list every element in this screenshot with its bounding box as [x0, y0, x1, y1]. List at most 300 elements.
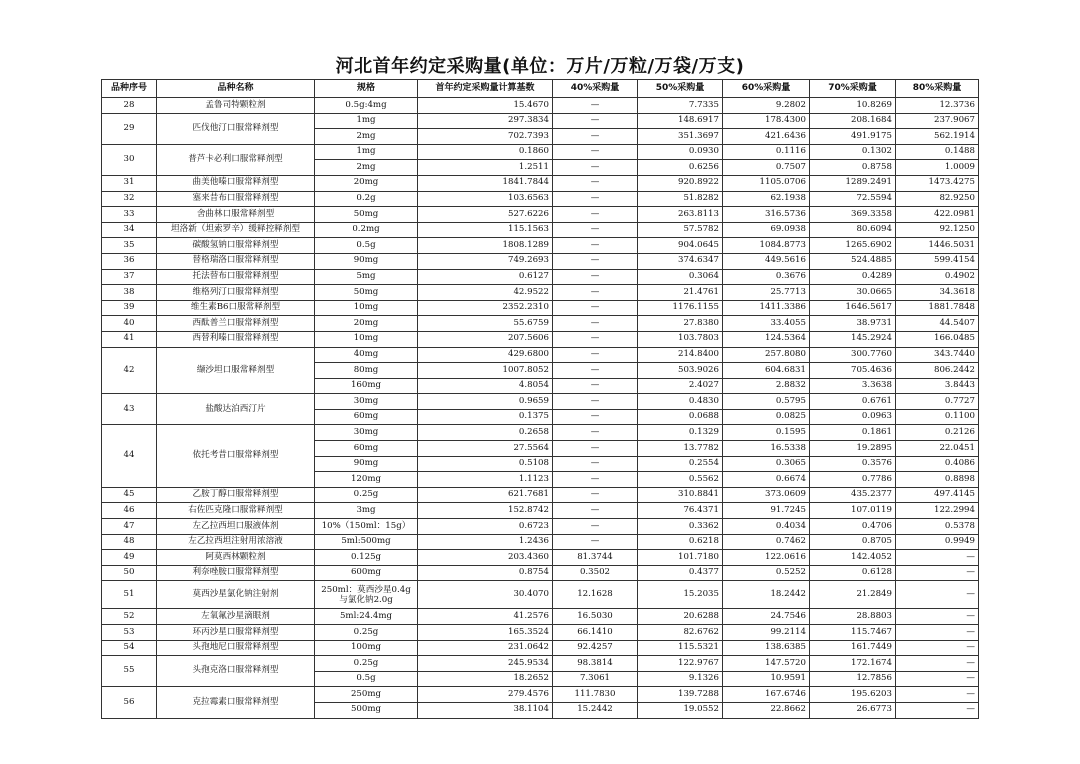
cell-name: 头孢地尼口服常释剂型	[157, 640, 315, 656]
cell-p50: 122.9767	[638, 656, 723, 672]
cell-p50: 13.7782	[638, 441, 723, 457]
table-row	[102, 687, 979, 703]
cell-name: 左乙拉西坦口服液体剂	[157, 519, 315, 535]
cell-p60: 0.1116	[723, 144, 810, 160]
cell-p70: 80.6094	[810, 222, 896, 238]
cell-spec: 30mg	[315, 394, 418, 410]
cell-p70: 0.1861	[810, 425, 896, 441]
cell-p60: 9.2802	[723, 98, 810, 114]
cell-p60: 0.5252	[723, 565, 810, 581]
cell-p70: 172.1674	[810, 656, 896, 672]
table-row	[102, 550, 979, 566]
cell-name: 坦洛新（坦索罗辛）缓释控释剂型	[157, 222, 315, 238]
cell-p80: —	[896, 550, 979, 566]
cell-p80: 82.9250	[896, 191, 979, 207]
cell-p50: 101.7180	[638, 550, 723, 566]
col-header-80: 80%采购量	[896, 80, 979, 98]
cell-p40: 66.1410	[553, 625, 638, 641]
cell-spec: 100mg	[315, 640, 418, 656]
cell-base: 0.6723	[418, 519, 553, 535]
cell-p60: 138.6385	[723, 640, 810, 656]
cell-p50: 0.4377	[638, 565, 723, 581]
cell-base: 115.1563	[418, 222, 553, 238]
cell-name: 利奈唑胺口服常释剂型	[157, 565, 315, 581]
cell-base: 15.4670	[418, 98, 553, 114]
cell-no: 45	[102, 487, 157, 503]
cell-no: 29	[102, 113, 157, 144]
cell-p50: 27.8380	[638, 316, 723, 332]
table-row	[102, 98, 979, 114]
cell-p70: 300.7760	[810, 347, 896, 363]
cell-p40: —	[553, 269, 638, 285]
cell-no: 37	[102, 269, 157, 285]
cell-base: 245.9534	[418, 656, 553, 672]
cell-p50: 351.3697	[638, 129, 723, 145]
cell-no: 38	[102, 285, 157, 301]
cell-p60: 257.8080	[723, 347, 810, 363]
cell-p50: 19.0552	[638, 702, 723, 718]
cell-p80: 22.0451	[896, 441, 979, 457]
table-row	[102, 300, 979, 316]
cell-p80: —	[896, 640, 979, 656]
cell-spec: 5ml:24.4mg	[315, 609, 418, 625]
cell-p50: 15.2035	[638, 581, 723, 609]
cell-no: 34	[102, 222, 157, 238]
cell-p60: 0.6674	[723, 472, 810, 488]
table-row	[102, 640, 979, 656]
cell-spec: 0.2g	[315, 191, 418, 207]
cell-p40: —	[553, 238, 638, 254]
table-row	[102, 394, 979, 410]
col-header-spec: 规格	[315, 80, 418, 98]
cell-base: 207.5606	[418, 331, 553, 347]
cell-p70: 142.4052	[810, 550, 896, 566]
table-row	[102, 656, 979, 672]
cell-p70: 0.8758	[810, 160, 896, 176]
cell-p80: —	[896, 656, 979, 672]
procurement-table	[101, 79, 979, 719]
cell-base: 1.2436	[418, 534, 553, 550]
cell-p40: —	[553, 285, 638, 301]
cell-p70: 26.6773	[810, 702, 896, 718]
cell-base: 2352.2310	[418, 300, 553, 316]
cell-p60: 0.5795	[723, 394, 810, 410]
cell-p70: 435.2377	[810, 487, 896, 503]
page-title: 河北首年约定采购量(单位：万片/万粒/万袋/万支)	[335, 56, 745, 77]
cell-base: 0.1375	[418, 409, 553, 425]
cell-p70: 0.8705	[810, 534, 896, 550]
cell-p50: 57.5782	[638, 222, 723, 238]
table-row	[102, 425, 979, 441]
cell-base: 0.5108	[418, 456, 553, 472]
cell-p70: 491.9175	[810, 129, 896, 145]
cell-p40: 98.3814	[553, 656, 638, 672]
cell-p80: 1446.5031	[896, 238, 979, 254]
table-row	[102, 144, 979, 160]
cell-spec: 80mg	[315, 363, 418, 379]
cell-p60: 0.7507	[723, 160, 810, 176]
cell-no: 54	[102, 640, 157, 656]
cell-p50: 51.8282	[638, 191, 723, 207]
cell-p60: 0.4034	[723, 519, 810, 535]
cell-p80: —	[896, 625, 979, 641]
cell-p60: 69.0938	[723, 222, 810, 238]
cell-name: 缬沙坦口服常释剂型	[157, 347, 315, 394]
cell-base: 55.6759	[418, 316, 553, 332]
cell-p50: 82.6762	[638, 625, 723, 641]
cell-p60: 25.7713	[723, 285, 810, 301]
cell-spec: 3mg	[315, 503, 418, 519]
cell-spec: 90mg	[315, 456, 418, 472]
cell-p40: —	[553, 347, 638, 363]
cell-spec: 10%（150ml：15g）	[315, 519, 418, 535]
cell-p60: 167.6746	[723, 687, 810, 703]
cell-base: 203.4360	[418, 550, 553, 566]
cell-p80: 0.9949	[896, 534, 979, 550]
cell-base: 1.1123	[418, 472, 553, 488]
cell-p50: 0.1329	[638, 425, 723, 441]
cell-p50: 374.6347	[638, 253, 723, 269]
cell-p70: 0.6761	[810, 394, 896, 410]
cell-p80: 562.1914	[896, 129, 979, 145]
cell-p80: 0.4086	[896, 456, 979, 472]
cell-p80: 12.3736	[896, 98, 979, 114]
cell-spec: 90mg	[315, 253, 418, 269]
cell-p70: 0.0963	[810, 409, 896, 425]
cell-p40: —	[553, 534, 638, 550]
cell-p40: 16.5030	[553, 609, 638, 625]
cell-p60: 449.5616	[723, 253, 810, 269]
cell-p60: 18.2442	[723, 581, 810, 609]
cell-base: 231.0642	[418, 640, 553, 656]
cell-p80: 0.4902	[896, 269, 979, 285]
cell-spec: 2mg	[315, 160, 418, 176]
cell-base: 0.9659	[418, 394, 553, 410]
cell-p70: 19.2895	[810, 441, 896, 457]
cell-name: 乙胺丁醇口服常释剂型	[157, 487, 315, 503]
cell-name: 依托考昔口服常释剂型	[157, 425, 315, 487]
cell-name: 阿莫西林颗粒剂	[157, 550, 315, 566]
cell-p50: 9.1326	[638, 671, 723, 687]
cell-base: 4.8054	[418, 378, 553, 394]
cell-base: 0.6127	[418, 269, 553, 285]
cell-no: 41	[102, 331, 157, 347]
cell-name: 曲美他嗪口服常释剂型	[157, 175, 315, 191]
cell-p70: 72.5594	[810, 191, 896, 207]
cell-name: 西酞普兰口服常释剂型	[157, 316, 315, 332]
cell-p50: 0.5562	[638, 472, 723, 488]
cell-p50: 103.7803	[638, 331, 723, 347]
cell-p60: 373.0609	[723, 487, 810, 503]
cell-p80: 422.0981	[896, 207, 979, 223]
cell-name: 盐酸达泊西汀片	[157, 394, 315, 425]
cell-p80: 0.1100	[896, 409, 979, 425]
cell-base: 279.4576	[418, 687, 553, 703]
cell-p50: 0.6256	[638, 160, 723, 176]
cell-no: 39	[102, 300, 157, 316]
cell-p40: —	[553, 519, 638, 535]
cell-base: 42.9522	[418, 285, 553, 301]
cell-base: 38.1104	[418, 702, 553, 718]
header-row	[102, 80, 979, 98]
cell-base: 103.6563	[418, 191, 553, 207]
cell-base: 0.2658	[418, 425, 553, 441]
cell-p40: —	[553, 409, 638, 425]
cell-p40: —	[553, 129, 638, 145]
cell-p50: 0.4830	[638, 394, 723, 410]
cell-name: 碳酸氢钠口服常释剂型	[157, 238, 315, 254]
cell-p80: 1881.7848	[896, 300, 979, 316]
cell-name: 维生素B6口服常释剂型	[157, 300, 315, 316]
cell-base: 41.2576	[418, 609, 553, 625]
cell-no: 56	[102, 687, 157, 718]
table-row	[102, 285, 979, 301]
cell-spec: 0.25g	[315, 625, 418, 641]
cell-no: 40	[102, 316, 157, 332]
cell-p50: 7.7335	[638, 98, 723, 114]
cell-p70: 1646.5617	[810, 300, 896, 316]
cell-p70: 3.3638	[810, 378, 896, 394]
table-row	[102, 503, 979, 519]
cell-p50: 148.6917	[638, 113, 723, 129]
cell-spec: 0.25g	[315, 487, 418, 503]
cell-spec: 50mg	[315, 285, 418, 301]
cell-p70: 10.8269	[810, 98, 896, 114]
cell-p50: 2.4027	[638, 378, 723, 394]
cell-p80: 3.8443	[896, 378, 979, 394]
table-row	[102, 347, 979, 363]
cell-p50: 21.4761	[638, 285, 723, 301]
cell-p50: 0.3362	[638, 519, 723, 535]
cell-p70: 0.1302	[810, 144, 896, 160]
cell-p60: 124.5364	[723, 331, 810, 347]
cell-p60: 147.5720	[723, 656, 810, 672]
cell-p70: 1289.2491	[810, 175, 896, 191]
cell-spec: 5ml:500mg	[315, 534, 418, 550]
cell-base: 429.6800	[418, 347, 553, 363]
cell-name: 克拉霉素口服常释剂型	[157, 687, 315, 718]
cell-p60: 0.0825	[723, 409, 810, 425]
cell-p50: 20.6288	[638, 609, 723, 625]
cell-base: 702.7393	[418, 129, 553, 145]
cell-p40: —	[553, 191, 638, 207]
cell-p40: 111.7830	[553, 687, 638, 703]
cell-no: 53	[102, 625, 157, 641]
cell-name: 托法替布口服常释剂型	[157, 269, 315, 285]
cell-p80: —	[896, 702, 979, 718]
cell-p60: 316.5736	[723, 207, 810, 223]
cell-p70: 161.7449	[810, 640, 896, 656]
cell-no: 49	[102, 550, 157, 566]
table-row	[102, 581, 979, 609]
cell-base: 749.2693	[418, 253, 553, 269]
cell-p60: 122.0616	[723, 550, 810, 566]
table-row	[102, 331, 979, 347]
cell-p60: 22.8662	[723, 702, 810, 718]
cell-spec: 10mg	[315, 300, 418, 316]
cell-no: 50	[102, 565, 157, 581]
cell-spec: 500mg	[315, 702, 418, 718]
cell-p60: 1411.3386	[723, 300, 810, 316]
cell-p80: 237.9067	[896, 113, 979, 129]
cell-name: 右佐匹克隆口服常释剂型	[157, 503, 315, 519]
cell-p70: 524.4885	[810, 253, 896, 269]
cell-p80: —	[896, 565, 979, 581]
cell-p40: 7.3061	[553, 671, 638, 687]
cell-spec: 5mg	[315, 269, 418, 285]
cell-name: 孟鲁司特颗粒剂	[157, 98, 315, 114]
cell-name: 左乙拉西坦注射用浓溶液	[157, 534, 315, 550]
cell-p70: 30.0665	[810, 285, 896, 301]
cell-p80: —	[896, 609, 979, 625]
cell-spec: 60mg	[315, 441, 418, 457]
col-header-base: 首年约定采购量计算基数	[418, 80, 553, 98]
cell-p70: 21.2849	[810, 581, 896, 609]
table-row	[102, 565, 979, 581]
cell-p60: 10.9591	[723, 671, 810, 687]
cell-spec: 600mg	[315, 565, 418, 581]
cell-p40: —	[553, 300, 638, 316]
cell-p80: 34.3618	[896, 285, 979, 301]
cell-name: 舍曲林口服常释剂型	[157, 207, 315, 223]
col-header-60: 60%采购量	[723, 80, 810, 98]
cell-p60: 1084.8773	[723, 238, 810, 254]
cell-p40: 15.2442	[553, 702, 638, 718]
cell-spec: 120mg	[315, 472, 418, 488]
cell-p60: 178.4300	[723, 113, 810, 129]
cell-p50: 503.9026	[638, 363, 723, 379]
cell-p80: 343.7440	[896, 347, 979, 363]
cell-p50: 0.3064	[638, 269, 723, 285]
cell-base: 30.4070	[418, 581, 553, 609]
cell-p40: —	[553, 222, 638, 238]
cell-name: 环丙沙星口服常释剂型	[157, 625, 315, 641]
cell-name: 西替利嗪口服常释剂型	[157, 331, 315, 347]
cell-name: 头孢克洛口服常释剂型	[157, 656, 315, 687]
table-row	[102, 487, 979, 503]
cell-p70: 1265.6902	[810, 238, 896, 254]
cell-p40: 92.4257	[553, 640, 638, 656]
cell-p80: 0.7727	[896, 394, 979, 410]
table-row	[102, 609, 979, 625]
cell-p80: —	[896, 687, 979, 703]
cell-p50: 263.8113	[638, 207, 723, 223]
cell-p70: 38.9731	[810, 316, 896, 332]
cell-base: 0.1860	[418, 144, 553, 160]
cell-spec: 1mg	[315, 144, 418, 160]
cell-p70: 0.6128	[810, 565, 896, 581]
cell-spec: 0.5g	[315, 238, 418, 254]
cell-spec: 20mg	[315, 175, 418, 191]
cell-base: 152.8742	[418, 503, 553, 519]
cell-p40: —	[553, 487, 638, 503]
table-row	[102, 113, 979, 129]
cell-p60: 62.1938	[723, 191, 810, 207]
col-header-no: 品种序号	[102, 80, 157, 98]
cell-p80: 0.8898	[896, 472, 979, 488]
cell-p70: 705.4636	[810, 363, 896, 379]
table-row	[102, 253, 979, 269]
cell-p50: 76.4371	[638, 503, 723, 519]
cell-p40: —	[553, 207, 638, 223]
cell-p40: —	[553, 456, 638, 472]
cell-base: 27.5564	[418, 441, 553, 457]
cell-p50: 139.7288	[638, 687, 723, 703]
cell-p80: 1.0009	[896, 160, 979, 176]
cell-p50: 115.5321	[638, 640, 723, 656]
cell-no: 36	[102, 253, 157, 269]
cell-p60: 99.2114	[723, 625, 810, 641]
cell-name: 普芦卡必利口服常释剂型	[157, 144, 315, 175]
table-row	[102, 175, 979, 191]
cell-p40: —	[553, 378, 638, 394]
cell-spec: 50mg	[315, 207, 418, 223]
cell-p40: —	[553, 316, 638, 332]
cell-p70: 12.7856	[810, 671, 896, 687]
cell-spec: 20mg	[315, 316, 418, 332]
table-row	[102, 207, 979, 223]
cell-p70: 28.8803	[810, 609, 896, 625]
table-row	[102, 238, 979, 254]
cell-p40: —	[553, 113, 638, 129]
cell-spec: 0.5g:4mg	[315, 98, 418, 114]
cell-p50: 920.8922	[638, 175, 723, 191]
cell-p80: 166.0485	[896, 331, 979, 347]
cell-spec: 30mg	[315, 425, 418, 441]
cell-p70: 115.7467	[810, 625, 896, 641]
cell-p40: —	[553, 472, 638, 488]
table-row	[102, 316, 979, 332]
cell-p50: 904.0645	[638, 238, 723, 254]
cell-spec: 250ml：莫西沙星0.4g与氯化钠2.0g	[315, 581, 418, 609]
cell-p70: 145.2924	[810, 331, 896, 347]
col-header-40: 40%采购量	[553, 80, 638, 98]
cell-p50: 0.0930	[638, 144, 723, 160]
table-row	[102, 519, 979, 535]
table-body	[102, 98, 979, 719]
cell-no: 47	[102, 519, 157, 535]
cell-p50: 214.8400	[638, 347, 723, 363]
cell-p50: 0.0688	[638, 409, 723, 425]
cell-p40: —	[553, 144, 638, 160]
cell-name: 替格瑞洛口服常释剂型	[157, 253, 315, 269]
table-row	[102, 534, 979, 550]
cell-p50: 310.8841	[638, 487, 723, 503]
cell-spec: 250mg	[315, 687, 418, 703]
cell-p80: 0.5378	[896, 519, 979, 535]
cell-spec: 0.2mg	[315, 222, 418, 238]
cell-p80: —	[896, 581, 979, 609]
cell-p50: 0.6218	[638, 534, 723, 550]
cell-spec: 1mg	[315, 113, 418, 129]
cell-base: 527.6226	[418, 207, 553, 223]
cell-p60: 0.3676	[723, 269, 810, 285]
cell-p60: 2.8832	[723, 378, 810, 394]
cell-p60: 16.5338	[723, 441, 810, 457]
cell-p40: 81.3744	[553, 550, 638, 566]
cell-p60: 1105.0706	[723, 175, 810, 191]
cell-p60: 24.7546	[723, 609, 810, 625]
cell-no: 46	[102, 503, 157, 519]
cell-base: 165.3524	[418, 625, 553, 641]
cell-no: 32	[102, 191, 157, 207]
cell-p40: 0.3502	[553, 565, 638, 581]
cell-no: 28	[102, 98, 157, 114]
cell-no: 52	[102, 609, 157, 625]
cell-no: 30	[102, 144, 157, 175]
col-header-50: 50%采购量	[638, 80, 723, 98]
cell-p70: 369.3358	[810, 207, 896, 223]
